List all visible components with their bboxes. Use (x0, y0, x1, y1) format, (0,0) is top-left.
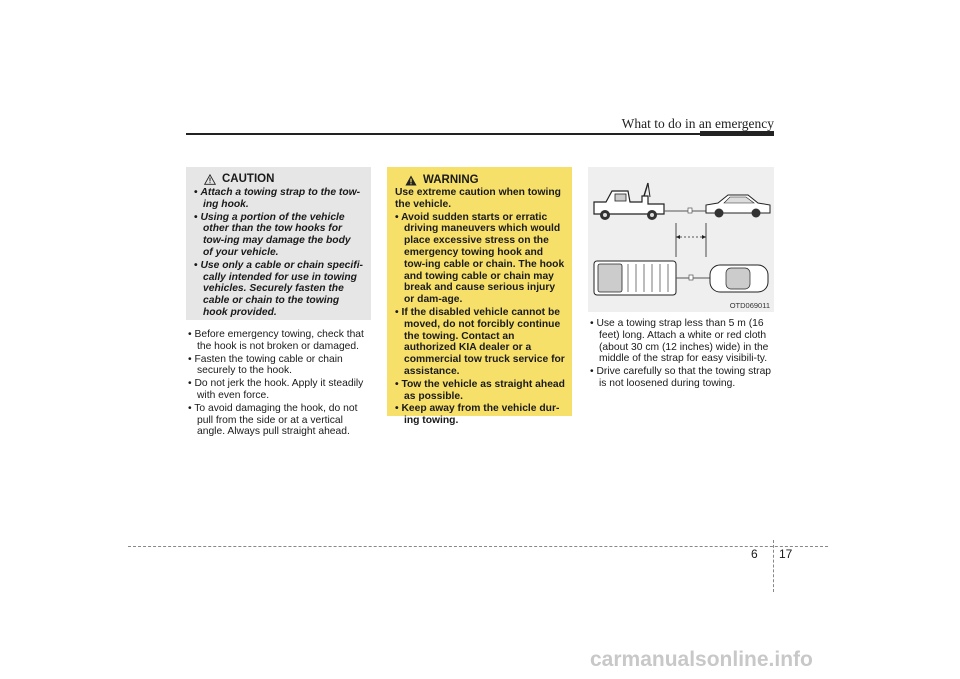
list-item: • Fasten the towing cable or chain securely to the hook. (186, 354, 372, 378)
warning-triangle-icon (405, 175, 417, 186)
chapter-number: 6 (751, 547, 758, 561)
towing-instructions-list (186, 329, 372, 439)
figure-code: OTD069011 (729, 301, 770, 310)
warning-intro: Use extreme caution when towing the vehicle. (395, 187, 561, 210)
page-number: 17 (779, 547, 793, 561)
list-item: • Before emergency towing, check that the hook is not broken or damaged. (186, 329, 372, 353)
warning-box (387, 167, 572, 427)
list-item: • To avoid damaging the hook, do not pull from the side or at a vertical angle. Always pull straight ahead. (186, 403, 372, 438)
footer-rule (128, 546, 828, 547)
caution-triangle-icon (204, 174, 216, 185)
caution-item: • Attach a towing strap to the tow-ing hook. (194, 187, 363, 211)
strap-cloth-marker (688, 208, 692, 213)
caution-title: CAUTION (222, 173, 275, 185)
list-item: • Do not jerk the hook. Apply it steadily with even force. (186, 378, 372, 402)
caution-list (194, 187, 363, 319)
caution-item: • Use only a cable or chain specifi-cally intended for use in towing vehicles. Securely fasten the cable or chain to the towing hook provided. (194, 260, 363, 319)
tow-truck-side-icon (594, 183, 664, 220)
warning-item: • Keep away from the vehicle dur-ing towing. (395, 403, 565, 427)
towing-illustration (588, 167, 774, 312)
header-rule (186, 133, 774, 135)
section-title: What to do in an emergency (621, 116, 774, 131)
warning-item: • If the disabled vehicle cannot be moved, do not forcibly continue the towing. Contact an authorized KIA dealer or a commercial tow truck service for assistance. (395, 307, 565, 378)
warning-title: WARNING (423, 174, 479, 186)
caution-item: • Using a portion of the vehicle other than the tow hooks for tow-ing may damage the body of your vehicle. (194, 212, 363, 259)
warning-list (395, 212, 565, 427)
warning-item: • Avoid sudden starts or erratic driving maneuvers which would place excessive stress on the emergency towing hook and tow-ing cable or chain. The hook and towing cable or chain may break and cause serious injury or dam-age. (395, 212, 565, 306)
tow-truck-top-icon (594, 261, 676, 295)
list-item: • Drive carefully so that the towing strap is not loosened during towing. (588, 366, 774, 390)
sedan-top-icon (710, 265, 768, 292)
tow-diagram (588, 167, 774, 312)
sedan-side-icon (706, 195, 770, 218)
caution-heading (204, 173, 363, 185)
strap-length-indicator (676, 223, 706, 257)
strap-cloth-marker-top (689, 275, 693, 280)
towing-strap-instructions-list (588, 318, 774, 391)
warning-item: • Tow the vehicle as straight ahead as possible. (395, 379, 565, 403)
list-item: • Use a towing strap less than 5 m (16 feet) long. Attach a white or red cloth (about 30 cm (12 inches) wide) in the middle of the strap for easy visibili-ty. (588, 318, 774, 365)
warning-heading (405, 174, 565, 186)
header-rule-accent (700, 131, 774, 136)
watermark: carmanualsonline.info (590, 648, 813, 671)
caution-box (186, 167, 371, 320)
page-divider (773, 540, 774, 592)
